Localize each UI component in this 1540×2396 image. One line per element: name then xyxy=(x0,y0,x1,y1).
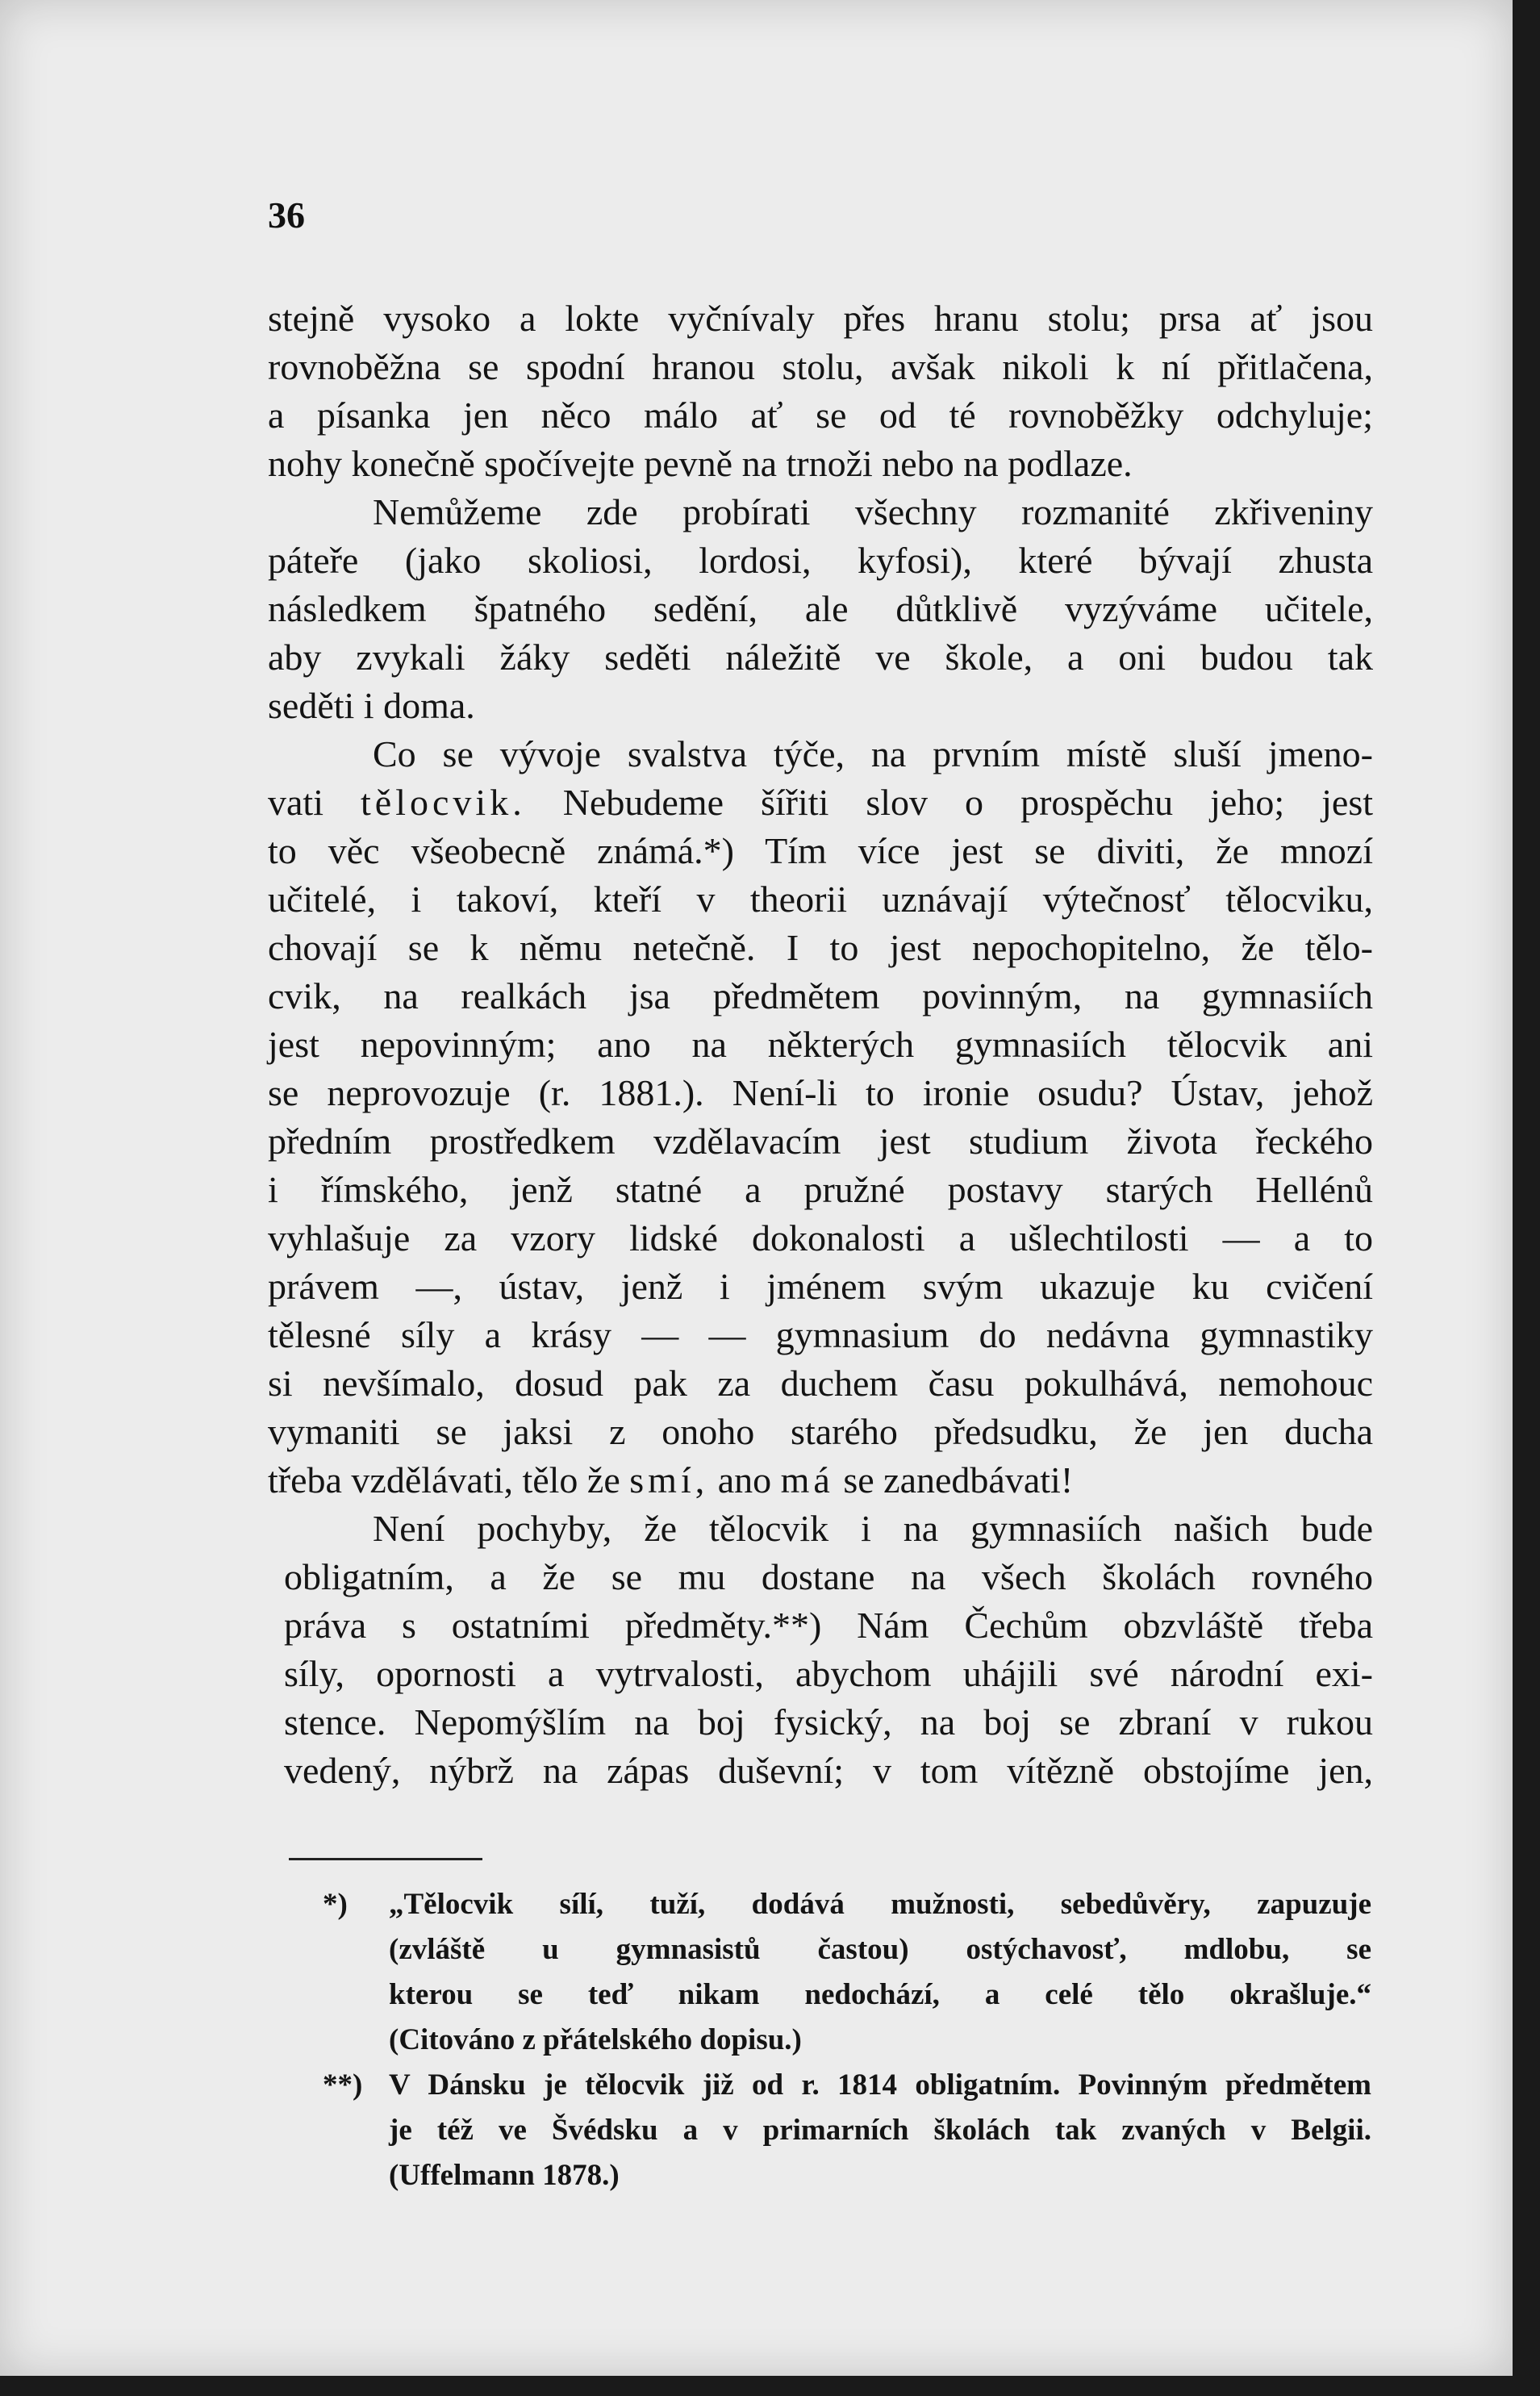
text-line: stejně vysoko a lokte vyčnívaly přes hranu stolu; prsa ať jsou xyxy=(268,298,1373,339)
emphasized-word: tělocvik. xyxy=(361,782,526,823)
text-line xyxy=(268,1456,1373,1505)
text-line: učitelé, i takoví, kteří v theorii uznávají výtečnosť tělocviku, xyxy=(268,879,1373,920)
paragraph-start-line: Nemůžeme zde probírati všechny rozmanité zkřiveniny xyxy=(373,491,1373,532)
text-line: se neprovozuje (r. 1881.). Není-li to ironie osudu? Ústav, jehož xyxy=(268,1072,1373,1113)
text-line: i římského, jenž statné a pružné postavy starých Hellénů xyxy=(268,1169,1373,1210)
footnote-marker: **) xyxy=(323,2068,363,2102)
text-line xyxy=(268,778,1373,827)
text-line: to věc všeobecně známá.*) Tím více jest se diviti, že mnozí xyxy=(268,830,1373,871)
text-line: předním prostředkem vzdělavacím jest studium života řeckého xyxy=(268,1121,1373,1162)
footnote-text: V Dánsku je tělocvik již od r. 1814 obligatním. Povinným předmětem xyxy=(389,2068,1371,2102)
text-fragment: vati xyxy=(268,782,323,823)
footnote-line: (Citováno z přátelského dopisu.) xyxy=(389,2023,802,2056)
text-line: právem —, ústav, jenž i jménem svým ukazuje ku cvičení xyxy=(268,1266,1373,1307)
text-line: vyhlašuje za vzory lidské dokonalosti a ušlechtilosti — a to xyxy=(268,1217,1373,1259)
footnote-line: (Uffelmann 1878.) xyxy=(389,2159,620,2192)
page-number: 36 xyxy=(268,194,305,236)
text-line: obligatním, a že se mu dostane na všech školách rovného xyxy=(284,1556,1373,1597)
footnote-line: (zvláště u gymnasistů častou) ostýchavosť, mdlobu, se xyxy=(389,1933,1371,1966)
text-line: tělesné síly a krásy — — gymnasium do nedávna gymnastiky xyxy=(268,1314,1373,1355)
paragraph-start-line: Není pochyby, že tělocvik i na gymnasiích našich bude xyxy=(373,1508,1373,1549)
text-line: aby zvykali žáky seděti náležitě ve škole, a oni budou tak xyxy=(268,637,1373,678)
footnote-text: „Tělocvik sílí, tuží, dodává mužnosti, sebedůvěry, zapuzuje xyxy=(389,1888,1371,1921)
text-fragment: ano xyxy=(717,1459,772,1501)
text-line: cvik, na realkách jsa předmětem povinným, na gymnasiích xyxy=(268,975,1373,1016)
text-line: síly, opornosti a vytrvalosti, abychom uhájili své národní exi- xyxy=(284,1653,1373,1694)
text-line: vymaniti se jaksi z onoho starého předsudku, že jen ducha xyxy=(268,1411,1373,1452)
text-line: nohy konečně spočívejte pevně na trnoži nebo na podlaze. xyxy=(268,443,1133,484)
footnote-separator xyxy=(289,1858,482,1860)
text-line: jest nepovinným; ano na některých gymnasiích tělocvik ani xyxy=(268,1024,1373,1065)
footnote-marker: *) xyxy=(323,1888,348,1921)
paragraph-start-line: Co se vývoje svalstva týče, na prvním místě sluší jmeno- xyxy=(373,733,1373,774)
text-fragment: se zanedbávati! xyxy=(843,1459,1074,1501)
footnote-2 xyxy=(323,2063,1371,2198)
text-line: stence. Nepomýšlím na boj fysický, na boj se zbraní v rukou xyxy=(284,1701,1373,1743)
text-line: a písanka jen něco málo ať se od té rovnoběžky odchyluje; xyxy=(268,394,1373,436)
text-line: seděti i doma. xyxy=(268,685,475,726)
text-fragment: třeba vzdělávati, tělo že xyxy=(268,1459,620,1501)
text-line: práva s ostatními předměty.**) Nám Čechům obzvláště třeba xyxy=(284,1605,1373,1646)
text-fragment: Nebudeme šířiti slov o prospěchu jeho; jest xyxy=(562,782,1374,823)
text-line: vedený, nýbrž na zápas duševní; v tom vítězně obstojíme jen, xyxy=(284,1750,1373,1791)
footnote-line: kterou se teď nikam nedochází, a celé tělo okrašluje.“ xyxy=(389,1978,1371,2011)
footnote-line xyxy=(323,2063,1371,2108)
text-line: následkem špatného sedění, ale důtklivě vyzýváme učitele, xyxy=(268,588,1373,629)
footnotes xyxy=(323,1882,1371,2198)
text-line: páteře (jako skoliosi, lordosi, kyfosi), které bývají zhusta xyxy=(268,540,1373,581)
footnote-line xyxy=(323,1882,1371,1927)
text-line: si nevšímalo, dosud pak za duchem času pokulhává, nemohouc xyxy=(268,1363,1373,1404)
body-text xyxy=(268,294,1373,1795)
emphasized-word: smí, xyxy=(629,1459,709,1501)
footnote-line: je též ve Švédsku a v primarních školách tak zvaných v Belgii. xyxy=(389,2114,1371,2147)
footnote-1 xyxy=(323,1882,1371,2063)
emphasized-word: má xyxy=(780,1459,834,1501)
text-line: chovají se k němu netečně. I to jest nepochopitelno, že tělo- xyxy=(268,927,1373,968)
text-line: rovnoběžna se spodní hranou stolu, avšak nikoli k ní přitlačena, xyxy=(268,346,1373,387)
